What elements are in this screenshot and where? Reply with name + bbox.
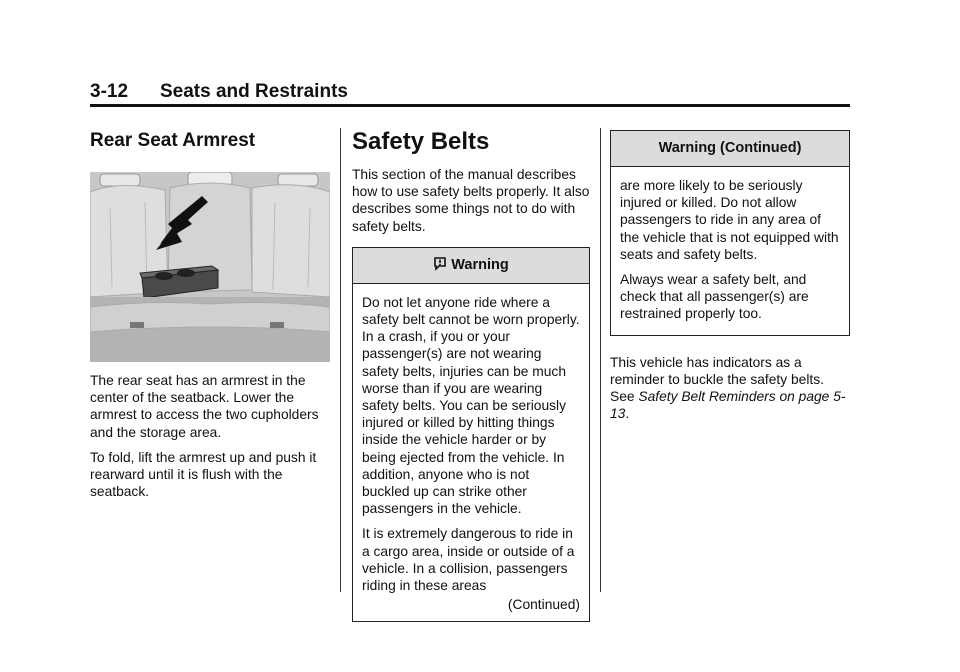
warning-continued-paragraph-1: are more likely to be seriously injured or killed. Do not allow passengers to ride in any area of the vehicle that is not equipped with seats and safety belts. <box>620 178 839 262</box>
section-title: Seats and Restraints <box>160 81 348 102</box>
safety-belts-intro: This section of the manual describes how to use safety belts properly. It also describes some things not to do with safety belts. <box>352 167 590 234</box>
warning-continued-column <box>610 120 850 430</box>
continued-label: (Continued) <box>507 597 580 613</box>
warning-continued-paragraph-2: Always wear a safety belt, and check that all passenger(s) are restrained properly too. <box>620 272 809 322</box>
warning-box <box>352 247 590 623</box>
warning-continued-box <box>610 130 850 336</box>
column-divider-1 <box>340 128 341 592</box>
warning-body <box>353 284 589 622</box>
warning-paragraph-1: Do not let anyone ride where a safety belt cannot be worn properly. In a crash, if you or your passenger(s) are not wearing safety belts, injuries can be much worse than if you are wearing safety belts. You can be seriously injured or killed by hitting things inside the vehicle harder or by being ejected from the vehicle. In addition, anyone who is not buckled up can strike other passengers in the vehicle. <box>362 294 580 517</box>
safety-belts-column <box>352 120 590 622</box>
indicators-paragraph <box>610 354 850 423</box>
safety-belts-heading: Safety Belts <box>352 128 490 155</box>
page-number: 3-12 <box>90 81 129 102</box>
warning-title: Warning <box>451 256 509 273</box>
indicators-period: . <box>625 406 630 422</box>
page-header <box>90 80 850 107</box>
armrest-paragraph-1: The rear seat has an armrest in the center of the seatback. Lower the armrest to access the two cupholders and the storage area. <box>90 373 319 440</box>
warning-continued-header: Warning (Continued) <box>611 131 849 167</box>
warning-paragraph-2: It is extremely dangerous to ride in a cargo area, inside or outside of a vehicle. In a collision, passengers riding in these areas <box>362 526 575 594</box>
seat-armrest-illustration <box>90 172 330 362</box>
warning-icon <box>433 256 447 275</box>
armrest-heading: Rear Seat Armrest <box>90 130 256 151</box>
seat-armrest-graphic <box>90 172 330 362</box>
warning-continued-body <box>611 167 849 335</box>
armrest-column <box>90 120 330 508</box>
warning-header <box>353 248 589 284</box>
safety-belt-reminders-link[interactable]: Safety Belt Reminders on page 5-13 <box>610 389 846 422</box>
indicators-text: This vehicle has indicators as a reminder to buckle the safety belts. See <box>610 354 824 405</box>
armrest-paragraph-2: To fold, lift the armrest up and push it rearward until it is flush with the seatback. <box>90 449 317 500</box>
column-divider-2 <box>600 128 601 592</box>
